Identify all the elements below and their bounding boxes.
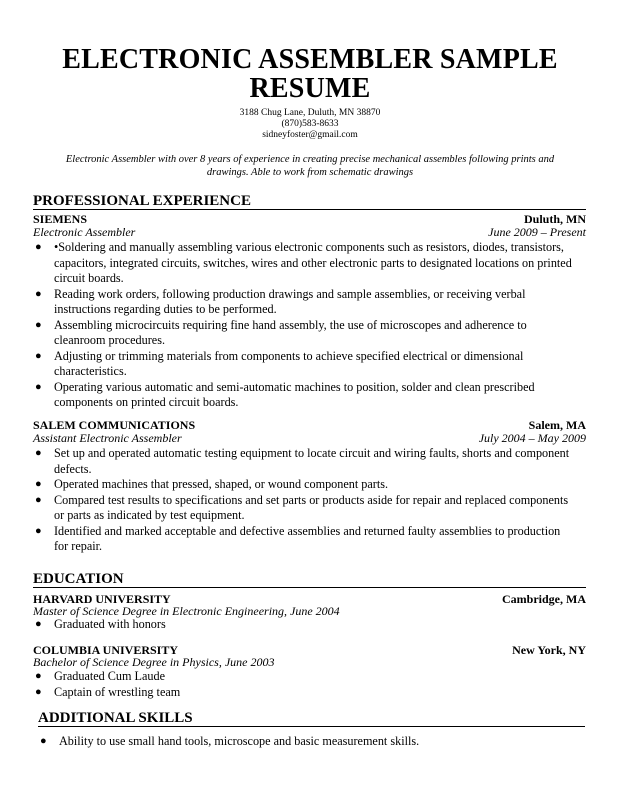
bullet-text: Graduated with honors [54, 617, 166, 631]
section-heading-experience: PROFESSIONAL EXPERIENCE [33, 193, 251, 209]
bullet-text: Compared test results to specifications and set parts or products aside for repair and replaced components or parts as indicated by test equipment. [54, 492, 569, 522]
job-title: Assistant Electronic Assembler [33, 431, 182, 445]
professional-summary: Electronic Assembler with over 8 years of experience in creating precise mechanical assembles following prints and drawings. Able to work from schematic drawings [65, 154, 555, 178]
job-company: SIEMENS [33, 212, 88, 226]
bullet-text: Operated machines that pressed, shaped, or wound component parts. [54, 477, 389, 491]
school-degree: Master of Science Degree in Electronic Engineering, June 2004 [33, 604, 340, 618]
school-degree: Bachelor of Science Degree in Physics, June 2003 [33, 655, 275, 669]
bullet-icon: ● [35, 524, 42, 537]
bullet-icon: ● [35, 380, 42, 393]
list-item [33, 287, 573, 318]
bullet-text: Operating various automatic and semi-automatic machines to position, solder and clean prescribed components on printed circuit boards. [54, 379, 535, 409]
job-dates: June 2009 – Present [488, 225, 586, 239]
section-divider-education [33, 587, 586, 588]
section-heading-education: EDUCATION [33, 571, 124, 587]
job-dates: July 2004 – May 2009 [478, 431, 586, 445]
job-title: Electronic Assembler [33, 225, 136, 239]
section-divider-experience [33, 209, 586, 210]
bullet-text: Assembling microcircuits requiring fine hand assembly, the use of microscopes and adherence to cleanroom procedures. [54, 317, 527, 347]
resume-title-line-1: ELECTRONIC ASSEMBLER SAMPLE [62, 44, 558, 75]
job-duties-list [33, 240, 573, 411]
school-name: COLUMBIA UNIVERSITY [33, 643, 179, 657]
bullet-icon: ● [35, 447, 42, 459]
bullet-icon: ● [35, 287, 42, 300]
bullet-icon: ● [35, 685, 42, 698]
bullet-icon: ● [35, 618, 42, 630]
list-item [33, 349, 573, 380]
list-item [33, 477, 573, 493]
bullet-text: Reading work orders, following production drawings and sample assemblies, or receiving verbal instructions regarding duties to be performed. [54, 286, 526, 316]
job-duties-list [33, 446, 573, 555]
bullet-text: Ability to use small hand tools, microscope and basic measurement skills. [59, 734, 420, 748]
school-notes-list [33, 617, 573, 633]
bullet-icon: ● [35, 349, 42, 362]
bullet-icon: ● [35, 241, 42, 253]
list-item [33, 617, 573, 633]
job-company: SALEM COMMUNICATIONS [33, 418, 196, 432]
bullet-icon: ● [40, 735, 47, 747]
bullet-text: Set up and operated automatic testing equipment to locate circuit and wiring faults, shorts and component defects. [54, 446, 570, 476]
list-item [38, 734, 578, 750]
school-notes-list [33, 669, 573, 700]
contact-address: 3188 Chug Lane, Duluth, MN 38870 [239, 108, 381, 118]
section-heading-skills: ADDITIONAL SKILLS [38, 710, 193, 726]
list-item [33, 240, 573, 287]
bullet-icon: ● [35, 318, 42, 331]
contact-phone: (870)583-8633 [281, 119, 339, 129]
bullet-icon: ● [35, 670, 42, 682]
list-item [33, 446, 573, 477]
job-location: Duluth, MN [523, 212, 586, 226]
bullet-icon: ● [35, 478, 42, 490]
list-item [33, 493, 573, 524]
list-item [33, 669, 573, 685]
list-item [33, 524, 573, 555]
school-location: Cambridge, MA [502, 592, 586, 606]
list-item [33, 318, 573, 349]
skills-list [38, 734, 578, 750]
bullet-icon: ● [35, 493, 42, 506]
bullet-text: Identified and marked acceptable and defective assemblies and returned faulty assemblies to production for repair. [54, 523, 561, 553]
school-name: HARVARD UNIVERSITY [33, 592, 171, 606]
contact-email: sidneyfoster@gmail.com [262, 130, 358, 140]
list-item [33, 685, 573, 701]
bullet-text: Adjusting or trimming materials from components to achieve specified electrical or dimensional characteristics. [54, 348, 524, 378]
school-location: New York, NY [512, 643, 586, 657]
section-divider-skills [38, 726, 585, 727]
job-location: Salem, MA [528, 418, 586, 432]
bullet-text: •Soldering and manually assembling various electronic components such as resistors, diodes, transistors, capacitors, integrated circuits, switches, wires and other electronic parts to designated locations on printed circuit boards. [54, 240, 572, 285]
resume-title-line-2: RESUME [249, 73, 371, 104]
bullet-text: Captain of wrestling team [54, 684, 181, 699]
bullet-text: Graduated Cum Laude [54, 669, 166, 683]
list-item [33, 380, 573, 411]
